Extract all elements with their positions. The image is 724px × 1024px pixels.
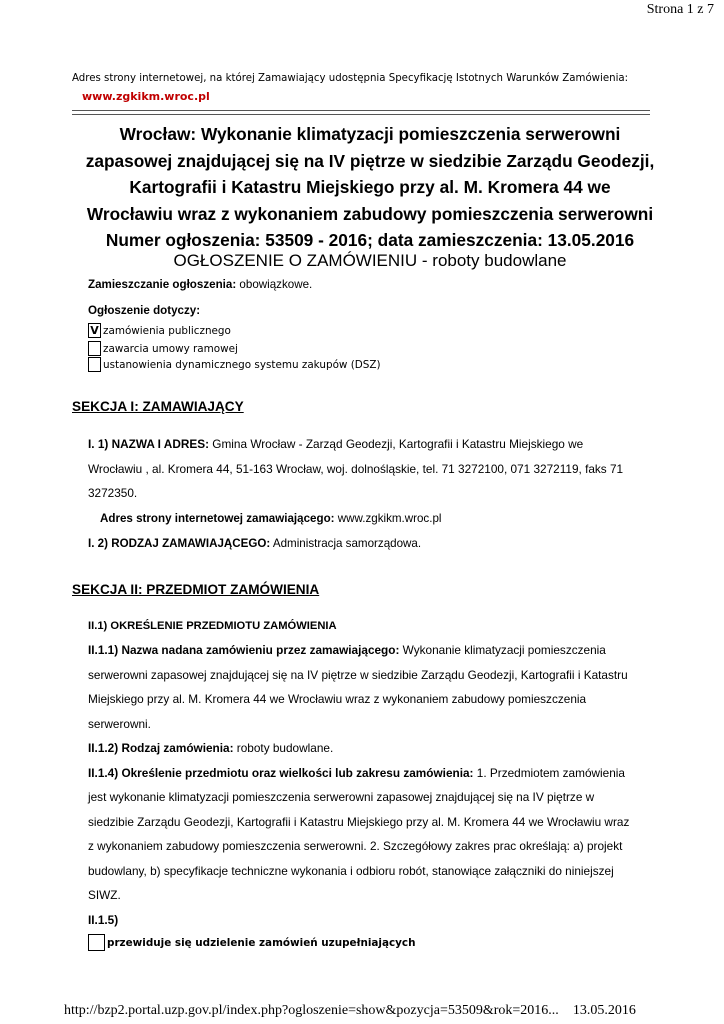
scope-line: z wykonaniem zabudowy pomieszczenia serwerowni. 2. Szczegółowy zakres prac określają: a) projekt: [88, 839, 623, 853]
section-1-heading: SEKCJA I: ZAMAWIAJĄCY: [72, 399, 244, 414]
type-value: Administracja samorządowa.: [270, 537, 422, 550]
page-number: Strona 1 z 7: [646, 2, 714, 17]
scope-line: 1. Przedmiotem zamówienia: [473, 765, 625, 780]
title-line: zapasowej znajdującej się na IV piętrze w siedzibie Zarządu Geodezji,: [85, 150, 655, 171]
option-framework-agreement: [88, 341, 238, 356]
type-label: I. 2) RODZAJ ZAMAWIAJĄCEGO:: [88, 537, 271, 550]
checkbox-empty: [88, 357, 101, 372]
authority-website: [100, 512, 441, 525]
siwz-site-link[interactable]: www.zgkikm.wroc.pl: [82, 90, 210, 103]
option-label: zamówienia publicznego: [103, 324, 231, 337]
title-line: Wrocławiu wraz z wykonaniem zabudowy pomieszczenia serwerowni: [86, 203, 654, 224]
option-label: przewiduje się udzielenie zamówień uzupełniających: [107, 936, 416, 949]
footer-date: 13.05.2016: [572, 1003, 636, 1018]
concerns-label: Ogłoszenie dotyczy:: [88, 304, 201, 317]
option-label: zawarcia umowy ramowej: [103, 342, 238, 355]
address-line: Gmina Wrocław - Zarząd Geodezji, Kartografii i Katastru Miejskiego we: [209, 437, 584, 451]
notice-subtitle: [80, 251, 660, 271]
option-dps: [88, 357, 381, 372]
contract-name-line: Wykonanie klimatyzacji pomieszczenia: [399, 643, 606, 657]
contract-name: [88, 638, 648, 932]
posting-row: [88, 278, 312, 291]
scope-line: siedzibie Zarządu Geodezji, Kartografii i Katastru Miejskiego przy al. M. Kromera 44 we Wrocławiu wraz: [88, 814, 630, 829]
checkbox-empty: [88, 341, 101, 356]
page-title: [80, 121, 660, 254]
page-footer: [64, 1003, 636, 1019]
title-line: Wrocław: Wykonanie klimatyzacji pomieszczenia serwerowni: [119, 124, 621, 144]
contract-name-label: II.1.1) Nazwa nadana zamówieniu przez zamawiającego:: [88, 643, 400, 657]
section-2-heading: SEKCJA II: PRZEDMIOT ZAMÓWIENIA: [72, 582, 320, 597]
notice-type: - roboty budowlane: [417, 251, 567, 270]
scope-line: budowlany, b) specyfikacje techniczne wykonania i odbioru robót, stanowiące załączniki do niniejszej: [88, 863, 614, 878]
clause-115-label: II.1.5): [88, 912, 119, 927]
contract-name-line: serwerowni zapasowej znajdującej się na IV piętrze w siedzibie Zarządu Geodezji, Kartografii i Katastru: [88, 667, 628, 682]
option-public-contract: [88, 323, 231, 338]
scope-label: II.1.4) Określenie przedmiotu oraz wielkości lub zakresu zamówienia:: [88, 765, 474, 780]
footer-url: http://bzp2.portal.uzp.gov.pl/index.php?ogloszenie=show&pozycja=53509&rok=2016...: [64, 1003, 559, 1018]
name-label: I. 1) NAZWA I ADRES:: [88, 437, 210, 451]
siwz-site-intro: Adres strony internetowej, na której Zamawiający udostępnia Specyfikację Istotnych Warunków Zamówienia:: [72, 73, 629, 84]
website-value: www.zgkikm.wroc.pl: [334, 512, 442, 525]
checkbox-empty: [88, 934, 105, 951]
contract-kind-label: II.1.2) Rodzaj zamówienia:: [88, 741, 234, 755]
website-label: Adres strony internetowej zamawiającego:: [100, 512, 335, 525]
posting-value: obowiązkowe.: [236, 278, 313, 291]
notice-kind: OGŁOSZENIE O ZAMÓWIENIU: [173, 251, 418, 270]
contract-name-line: serwerowni.: [88, 716, 151, 731]
address-line: 3272350.: [88, 486, 138, 500]
scope-line: jest wykonanie klimatyzacji pomieszczenia serwerowni zapasowej znajdującej się na IV piętrze w: [88, 790, 595, 804]
title-line: Kartografii i Katastru Miejskiego przy al. M. Kromera 44 we: [129, 177, 611, 197]
header-divider: [72, 110, 650, 115]
contracting-authority-name: [88, 432, 648, 506]
contract-name-line: Miejskiego przy al. M. Kromera 44 we Wrocławiu wraz z wykonaniem zabudowy pomieszczenia: [88, 692, 587, 706]
scope-line: SIWZ.: [88, 888, 121, 902]
subject-subheading: II.1) OKREŚLENIE PRZEDMIOTU ZAMÓWIENIA: [88, 620, 337, 632]
authority-type: [88, 537, 421, 550]
supplementary-orders-option: [88, 934, 415, 951]
posting-label: Zamieszczanie ogłoszenia:: [88, 278, 237, 291]
title-line: Numer ogłoszenia: 53509 - 2016; data zamieszczenia: 13.05.2016: [105, 230, 635, 250]
option-label: ustanowienia dynamicznego systemu zakupów (DSZ): [103, 358, 381, 371]
checkbox-checked: V: [88, 323, 101, 338]
contract-kind-value: roboty budowlane.: [233, 741, 334, 755]
address-line: Wrocławiu , al. Kromera 44, 51-163 Wrocław, woj. dolnośląskie, tel. 71 3272100, 071 3272119, faks 71: [88, 461, 624, 476]
